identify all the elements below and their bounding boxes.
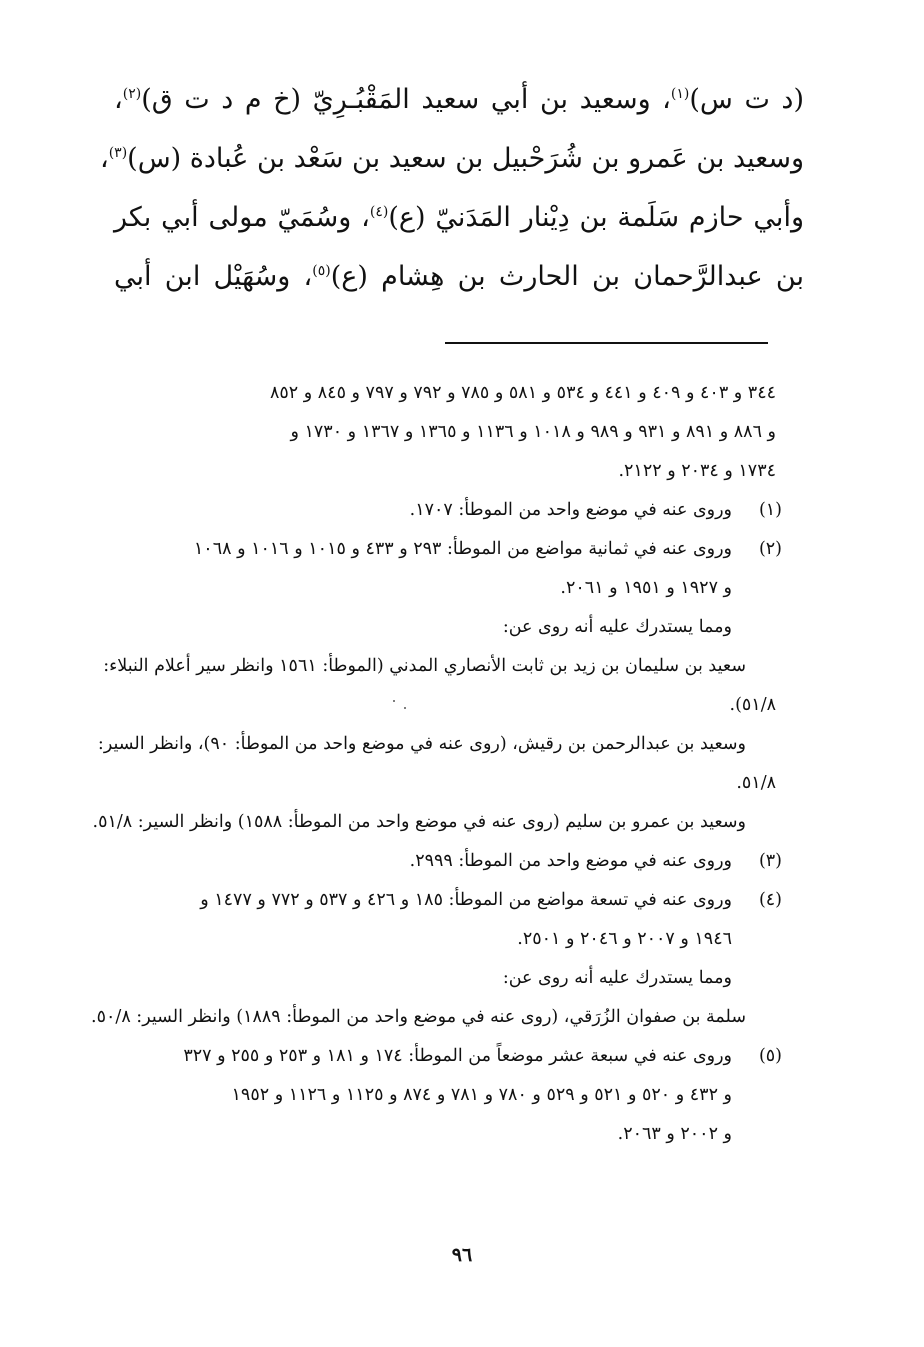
footnote-number: (٥) [758,1046,782,1066]
footnote-text: و ٢٠٠٢ و ٢٠٦٣. [617,1124,732,1144]
footnote-2 [76,530,782,647]
footnote-text: وروى عنه في موضع واحد من الموطأ: ٢٩٩٩. [409,851,732,871]
print-speck [393,700,395,702]
footnote-number: (٢) [758,539,782,559]
footnote-text: وروى عنه في ثمانية مواضع من الموطأ: ٢٩٣ و ٤٣٣ و ١٠١٥ و ١٠١٦ و ١٠٦٨ [193,539,732,559]
print-speck [404,707,406,709]
main-line-3: وأبي حازم سَلَمة بن دِيْنار المَدَنيّ (ع)$^{(٤)}$، وسُمَيّ مولى أبي بكر [114,202,804,233]
footnote-text: وروى عنه في تسعة مواضع من الموطأ: ١٨٥ و ٤٢٦ و ٥٣٧ و ٧٧٢ و ١٤٧٧ و [200,890,732,910]
footnote-number: (٣) [758,851,782,871]
footnote-5 [76,1037,782,1154]
main-line-2: وسعيد بن عَمرو بن شُرَحْبيل بن سعيد بن سَعْد بن عُبادة (س)$^{(٣)}$، [99,143,804,174]
main-line-1: (د ت س)$^{(١)}$، وسعيد بن أبي سعيد المَقْبُـرِيّ (خ م د ت ق)$^{(٢)}$، [114,84,804,115]
footnote-continuation-line: ٣٤٤ و ٤٠٣ و ٤٠٩ و ٤٤١ و ٥٣٤ و ٥٨١ و ٧٨٥ و ٧٩٢ و ٧٩٧ و ٨٤٥ و ٨٥٢ [269,383,776,403]
footnote-addendum-entry: وسعيد بن عبدالرحمن بن رقيش، (روى عنه في موضع واحد من الموطأ: ٩٠)، وانظر السير: ٥١/٨. [97,734,776,793]
footnote-continuation-line: و ٨٨٦ و ٨٩١ و ٩٣١ و ٩٨٩ و ١٠١٨ و ١١٣٦ و ١٣٦٥ و ١٣٦٧ و ١٧٣٠ و [290,422,776,442]
footnote-number: (٤) [758,890,782,910]
footnote-3 [76,842,782,881]
main-line-4: بن عبدالرَّحمان بن الحارث بن هِشام (ع)$^{(٥)}$، وسُهَيْل ابن أبي [114,261,804,292]
footnote-ref-2[interactable]: (٢) [122,86,142,102]
main-body-text [99,70,804,306]
footnote-4 [76,881,782,998]
footnotes-section [76,374,782,1154]
footnote-continuation-line: ١٧٣٤ و ٢٠٣٤ و ٢١٢٢. [618,461,776,481]
footnote-addendum-heading: ومما يستدرك عليه أنه روى عن: [502,968,732,988]
footnote-addendum-entry: سلمة بن صفوان الزُرَقي، (روى عنه في موضع واحد من الموطأ: ١٨٨٩) وانظر السير: ٥٠/٨. [91,1007,746,1027]
footnote-text: ١٩٤٦ و ٢٠٠٧ و ٢٠٤٦ و ٢٥٠١. [517,929,732,949]
footnote-1 [76,491,782,530]
footnote-ref-4[interactable]: (٤) [369,204,389,220]
footnote-text: وروى عنه في سبعة عشر موضعاً من الموطأ: ١٧٤ و ١٨١ و ٢٥٣ و ٢٥٥ و ٣٢٧ [183,1046,732,1066]
footnote-ref-5[interactable]: (٥) [312,263,331,279]
footnote-addendum-entry: سعيد بن سليمان بن زيد بن ثابت الأنصاري المدني (الموطأ: ١٥٦١ وانظر سير أعلام النبلاء: ٥١/٨). [103,656,776,715]
page-number: ٩٦ [451,1244,473,1266]
footnote-text: و ٤٣٢ و ٥٢٠ و ٥٢١ و ٥٢٩ و ٧٨٠ و ٧٨١ و ٨٧٤ و ١١٢٥ و ١١٢٦ و ١٩٥٢ [231,1085,732,1105]
footnote-separator [445,342,768,344]
footnote-number: (١) [758,500,782,520]
footnote-text: وروى عنه في موضع واحد من الموطأ: ١٧٠٧. [409,500,732,520]
footnote-addendum-heading: ومما يستدرك عليه أنه روى عن: [502,617,732,637]
footnote-ref-3[interactable]: (٣) [108,145,128,161]
footnote-ref-1[interactable]: (١) [670,86,690,102]
footnote-addendum-entry: وسعيد بن عمرو بن سليم (روى عنه في موضع واحد من الموطأ: ١٥٨٨) وانظر السير: ٥١/٨. [92,812,746,832]
footnote-text: و ١٩٢٧ و ١٩٥١ و ٢٠٦١. [560,578,732,598]
